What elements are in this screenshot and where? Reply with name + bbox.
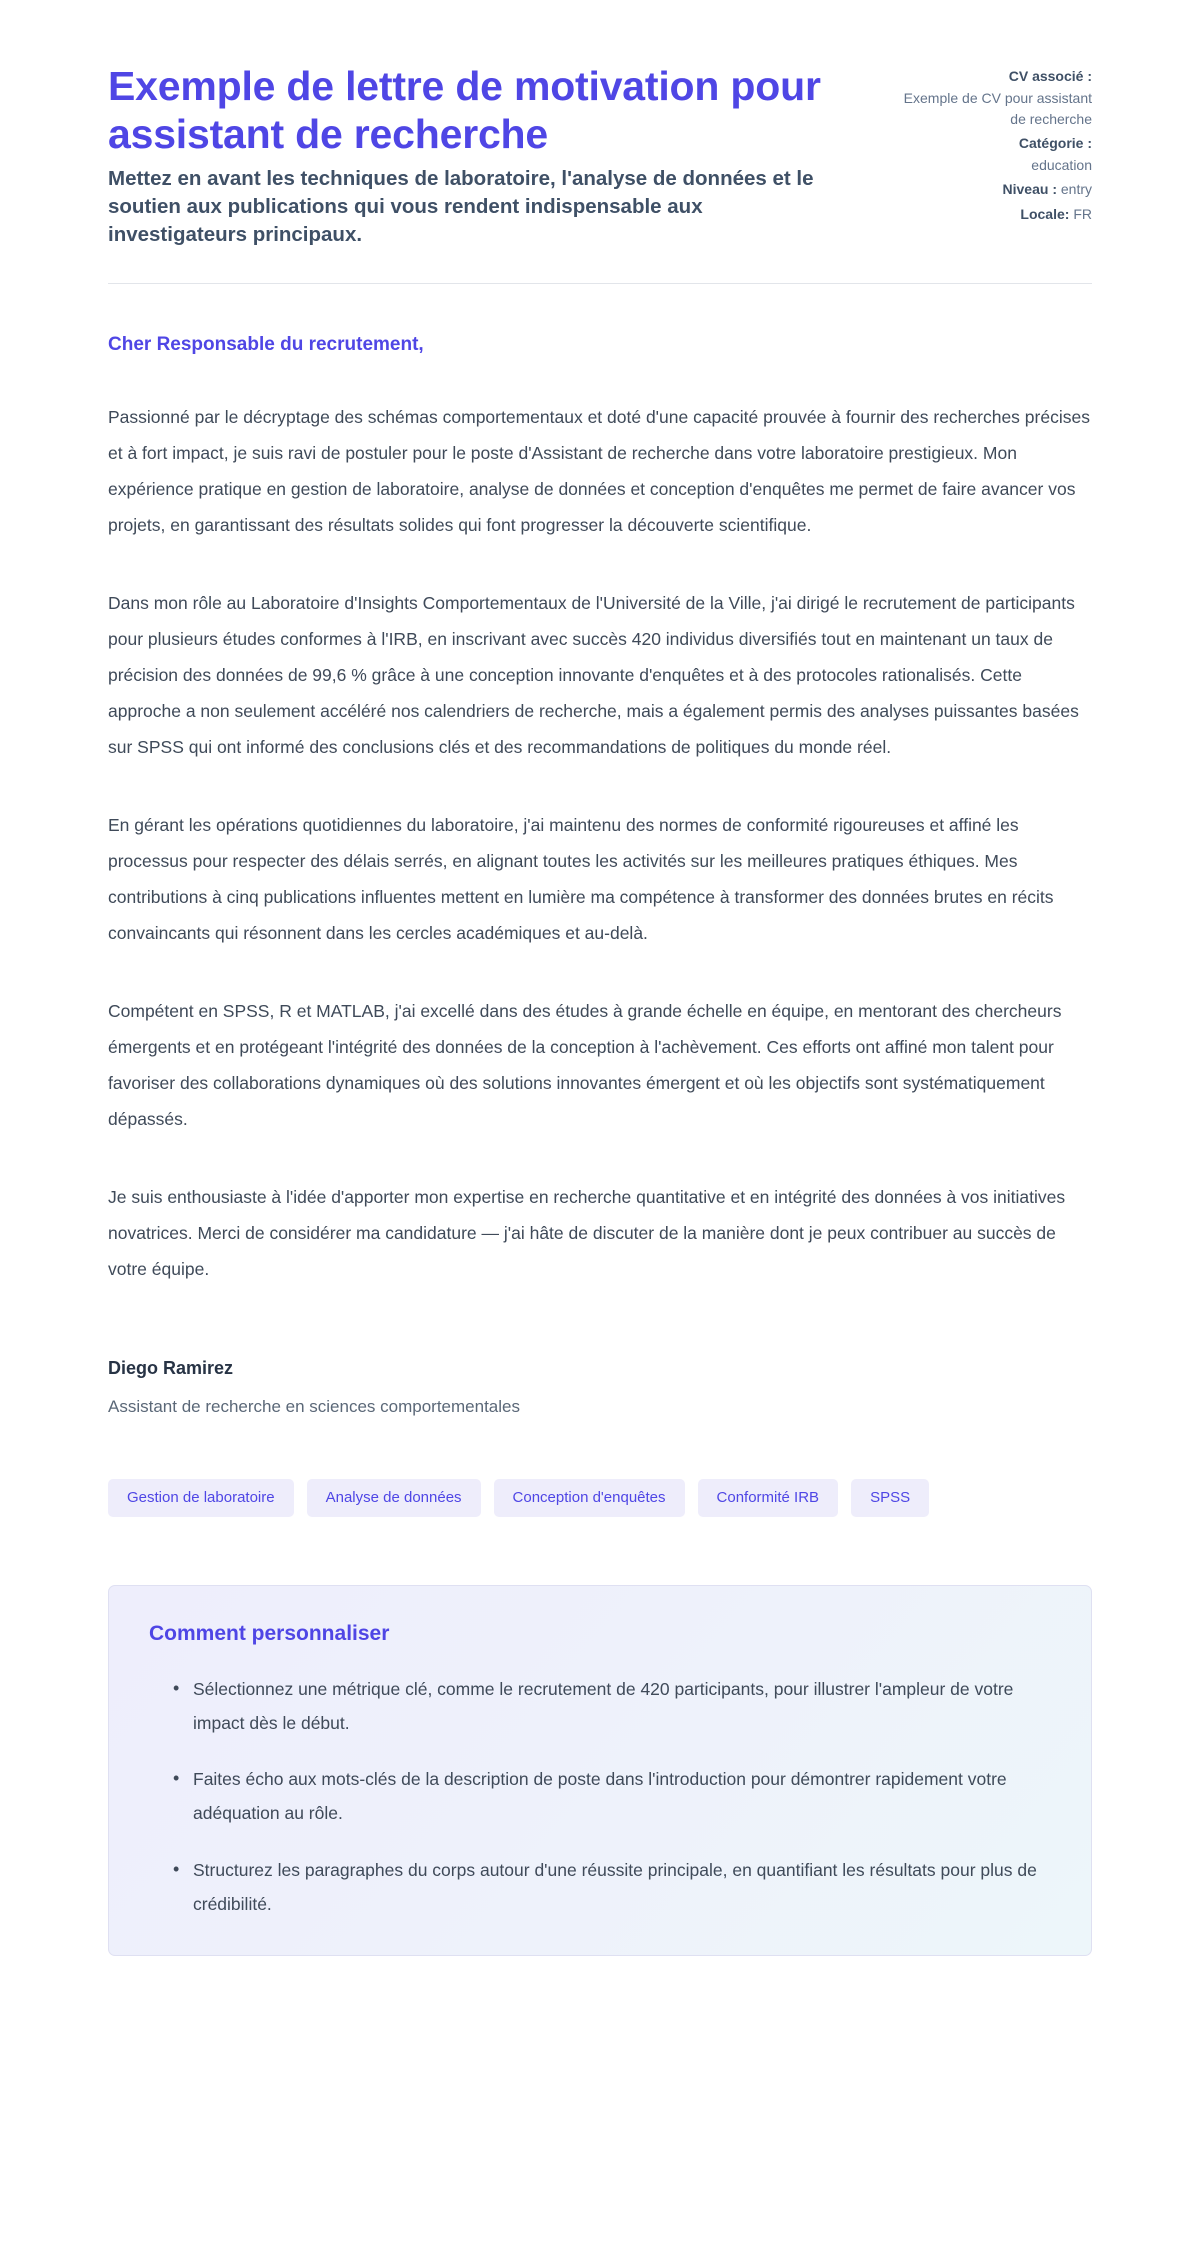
metadata-category-value: education [1031,157,1092,174]
metadata-level-value: entry [1060,181,1092,198]
header-text-block [108,62,844,249]
letter-paragraph: Je suis enthousiaste à l'idée d'apporter mon expertise en recherche quantitative et en intégrité des données à vos initiatives novatrices. Merci de considérer ma candidature — j'ai hâte de discuter de la manière dont je peux contribuer au succès de votre équipe. [108,1187,1066,1280]
callout-tip-list [149,1672,1051,1921]
letter-paragraph: Dans mon rôle au Laboratoire d'Insights Comportementaux de l'Université de la Ville, j'ai dirigé le recrutement de participants pour plusieurs études conformes à l'IRB, en inscrivant avec succès 420 individus diversifiés tout en maintenant un taux de précision des données de 99,6 % grâce à une conception innovante d'enquêtes et à des protocoles rationalisés. Cette approche a non seulement accéléré nos calendriers de recherche, mais a également permis des analyses puissantes basées sur SPSS qui ont informé des conclusions clés et des recommandations de politiques du monde réel. [108,592,1079,757]
signature-name: Diego Ramirez [108,1357,234,1378]
skill-tag-list [108,1479,1092,1518]
letter-salutation: Cher Responsable du recrutement, [108,333,424,355]
skill-tag[interactable]: Gestion de laboratoire [108,1479,294,1518]
metadata-category [892,133,1092,176]
letter-paragraph: En gérant les opérations quotidiennes du laboratoire, j'ai maintenu des normes de conformité rigoureuses et affiné les processus pour respecter des délais serrés, en alignant toutes les activités sur les meilleures pratiques éthiques. Mes contributions à cinq publications influentes mettent en lumière ma compétence à transformer des données brutes en récits convaincants qui résonnent dans les cercles académiques et au-delà. [108,815,1054,944]
callout-tip-item: • Structurez les paragraphes du corps autour d'une réussite principale, en quantifiant les résultats pour plus de crédibilité. [173,1853,1051,1921]
metadata-locale-value: FR [1073,205,1092,222]
document-header [108,40,1092,249]
callout-tip-item: • Sélectionnez une métrique clé, comme le recrutement de 420 participants, pour illustrer l'ampleur de votre impact dès le début. [173,1672,1051,1740]
callout-title: Comment personnaliser [149,1622,390,1646]
skill-tag[interactable]: Conformité IRB [698,1479,839,1518]
metadata-level [892,179,1092,199]
skill-tag[interactable]: Analyse de données [307,1479,481,1518]
metadata-cv-value: Exemple de CV pour assistant de recherche [903,90,1092,127]
page-subtitle: Mettez en avant les techniques de laboratoire, l'analyse de données et le soutien aux publications qui vous rendent indispensable aux investigateurs principaux. [108,166,814,246]
metadata-locale-label: Locale: [1020,205,1070,222]
document-metadata [892,62,1092,228]
metadata-related-cv [892,66,1092,129]
page-title: Exemple de lettre de motivation pour assistant de recherche [108,63,821,158]
signature-role: Assistant de recherche en sciences comportementales [108,1396,520,1416]
letter-paragraph: Passionné par le décryptage des schémas comportementaux et doté d'une capacité prouvée à fournir des recherches précises et à fort impact, je suis ravi de postuler pour le poste d'Assistant de recherche dans votre laboratoire prestigieux. Mon expérience pratique en gestion de laboratoire, analyse de données et conception d'enquêtes me permet de faire avancer vos projets, en garantissant des résultats solides qui font progresser la découverte scientifique. [108,406,1090,535]
metadata-category-label: Catégorie : [1018,134,1092,151]
skill-tag[interactable]: SPSS [851,1479,929,1518]
signature-block [108,1358,1092,1417]
callout-tip-item: • Faites écho aux mots-clés de la description de poste dans l'introduction pour démontrer rapidement votre adéquation au rôle. [173,1762,1051,1830]
metadata-cv-label: CV associé : [1008,68,1092,84]
letter-paragraph: Compétent en SPSS, R et MATLAB, j'ai excellé dans des études à grande échelle en équipe, en mentorant des chercheurs émergents et en protégeant l'intégrité des données de la conception à l'achèvement. Ces efforts ont affiné mon talent pour favoriser des collaborations dynamiques où des solutions innovantes émergent et où les objectifs sont systématiquement dépassés. [108,1001,1062,1130]
skill-tag[interactable]: Conception d'enquêtes [494,1479,685,1518]
metadata-level-label: Niveau : [1002,181,1057,198]
cover-letter-body [108,284,1092,1288]
metadata-locale [892,204,1092,224]
customization-callout [108,1585,1092,1956]
